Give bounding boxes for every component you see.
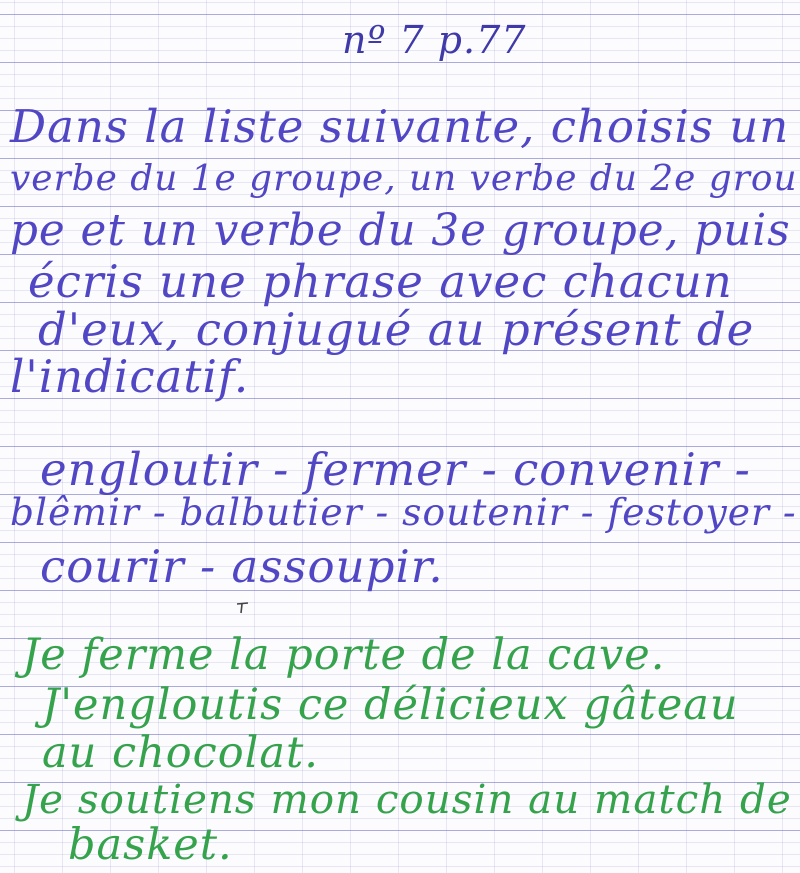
instruction-line: verbe du 1e groupe, un verbe du 2e grou	[10, 158, 798, 199]
pen-mark	[236, 601, 250, 615]
instruction-line: écris une phrase avec chacun	[28, 255, 733, 308]
instruction-line: l'indicatif.	[10, 350, 250, 403]
answer-line: au chocolat.	[42, 728, 319, 778]
answer-line: Je ferme la porte de la cave.	[22, 630, 666, 680]
verb-list-line: blêmir - balbutier - soutenir - festoyer -	[10, 490, 797, 534]
page-header: nº 7 p.77	[342, 18, 527, 62]
instruction-line: pe et un verbe du 3e groupe, puis	[10, 206, 791, 256]
answer-line: basket.	[68, 820, 233, 870]
verb-list-line: engloutir - fermer - convenir -	[40, 443, 751, 496]
instruction-line: d'eux, conjugué au présent de	[38, 303, 755, 356]
answer-line: Je soutiens mon cousin au match de	[22, 776, 792, 823]
answer-line: J'engloutis ce délicieux gâteau	[42, 680, 739, 730]
verb-list-line: courir - assoupir.	[40, 540, 444, 593]
instruction-line: Dans la liste suivante, choisis un	[10, 100, 790, 153]
